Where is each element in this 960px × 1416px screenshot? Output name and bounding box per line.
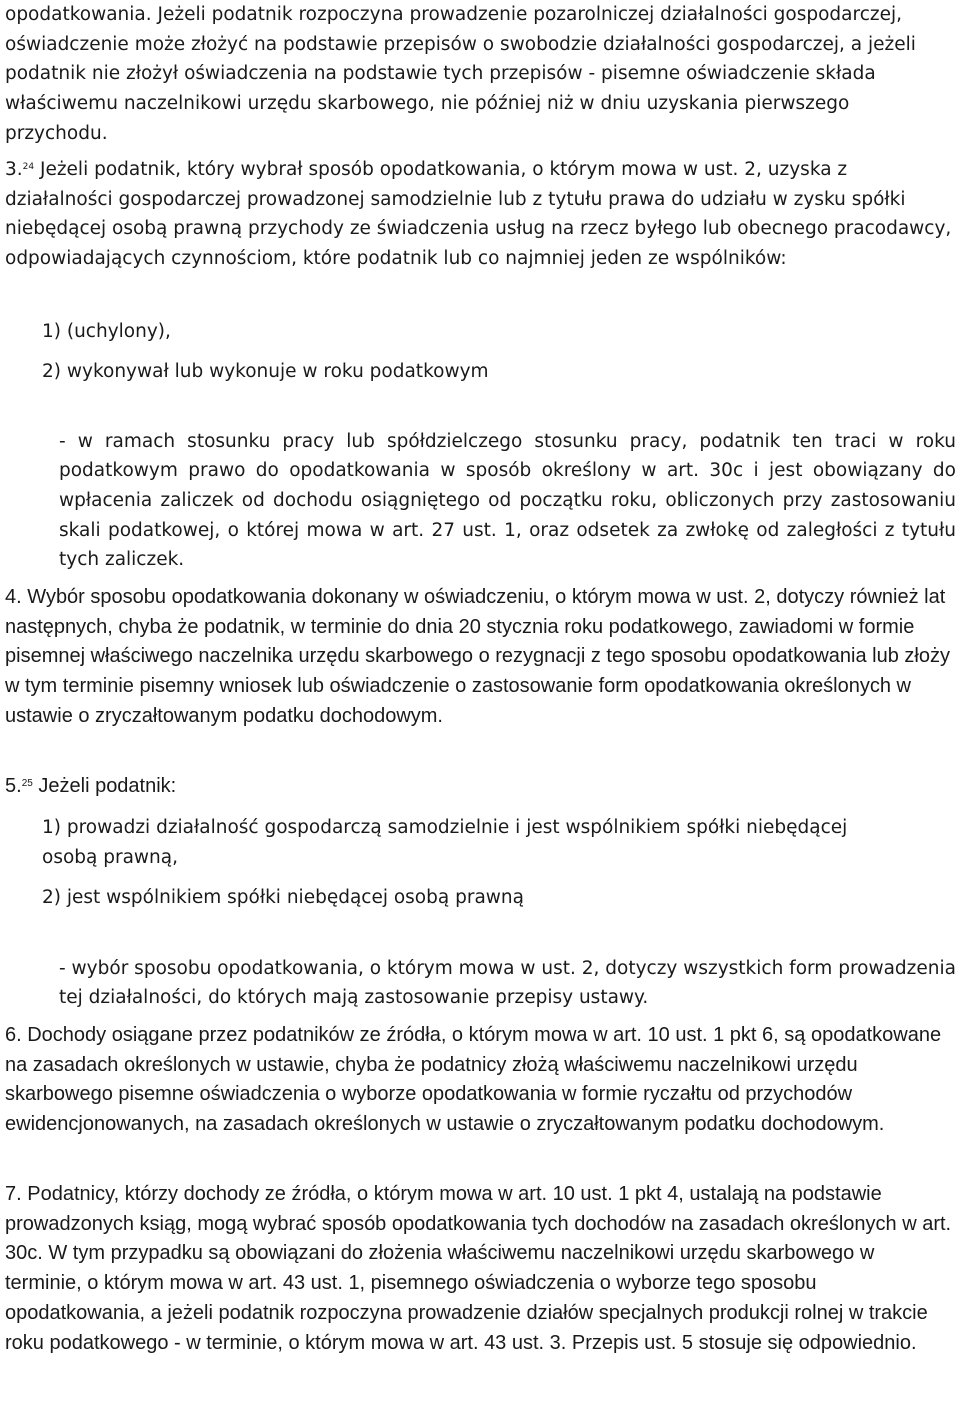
footnote-marker-24: 24: [22, 162, 35, 172]
section-5-number: 5.: [5, 775, 22, 797]
section-6: 6. Dochody osiągane przez podatników ze źródła, o którym mowa w art. 10 ust. 1 pkt 6, są opodatkowane na zasadach określonych w ustawie, chyba że podatnicy złożą właściwemu naczelnikowi urzędu skarbowego pisemne oświadczenia o wyborze opodatkowania w formie ryczałtu od przychodów ewidencjonowanych, na zasadach określonych w ustawie o zryczałtowanym podatku dochodowym.: [5, 1024, 942, 1136]
footnote-marker-25: 25: [21, 778, 33, 789]
section-3-tail: - w ramach stosunku pracy lub spółdzielczego stosunku pracy, podatnik ten traci w roku podatkowym prawo do opodatkowania w sposób określony w art. 30c i jest obowiązany do wpłacenia zaliczek od dochodu osiągniętego od początku roku, obliczonych przy zastosowaniu skali podatkowej, o której mowa w art. 27 ust. 1, oraz odsetek za zwłokę od zaległości z tytułu tych zaliczek.: [59, 430, 956, 571]
section-5-tail: - wybór sposobu opodatkowania, o którym mowa w ust. 2, dotyczy wszystkich form prowadzenia tej działalności, do których mają zastosowanie przepisy ustawy.: [59, 957, 956, 1009]
section-5-text: Jeżeli podatnik:: [38, 775, 177, 797]
paragraph-continuation: opodatkowania. Jeżeli podatnik rozpoczyna prowadzenie pozarolniczej działalności gospodarczej, oświadczenie może złożyć na podstawie przepisów o swobodzie działalności gospodarczej, a jeżeli podatnik nie złożył oświadczenia na podstawie tych przepisów - pisemne oświadczenie składa właściwemu naczelnikowi urzędu skarbowego, nie później niż w dniu uzyskania pierwszego przychodu.: [5, 4, 916, 144]
section-5-item-1: 1) prowadzi działalność gospodarczą samodzielnie i jest wspólnikiem spółki niebędącej osobą prawną,: [42, 817, 848, 868]
section-4: 4. Wybór sposobu opodatkowania dokonany w oświadczeniu, o którym mowa w ust. 2, dotyczy również lat następnych, chyba że podatnik, w terminie do dnia 20 stycznia roku podatkowego, zawiadomi w formie pisemnej właściwego naczelnika urzędu skarbowego o rezygnacji z tego sposobu opodatkowania lub złoży w tym terminie pisemny wniosek lub oświadczenie o zastosowanie form opodatkowania określonych w ustawie o zryczałtowanym podatku dochodowym.: [5, 586, 950, 727]
section-3-text: Jeżeli podatnik, który wybrał sposób opodatkowania, o którym mowa w ust. 2, uzyska z działalności gospodarczej prowadzonej samodzielnie lub z tytułu prawa do udziału w zysku spółki niebędącej osobą prawną przychody ze świadczenia usług na rzecz byłego lub obecnego pracodawcy, odpowiadających czynnościom, które podatnik lub co najmniej jeden ze wspólników:: [5, 159, 952, 270]
section-3-item-2: 2) wykonywał lub wykonuje w roku podatkowym: [42, 361, 489, 382]
section-7: 7. Podatnicy, którzy dochody ze źródła, o którym mowa w art. 10 ust. 1 pkt 4, ustalają na podstawie prowadzonych ksiąg, mogą wybrać sposób opodatkowania tych dochodów na zasadach określonych w art. 30c. W tym przypadku są obowiązani do złożenia właściwemu naczelnikowi urzędu skarbowego w terminie, o którym mowa w art. 43 ust. 1, pisemnego oświadczenia o wyborze tego sposobu opodatkowania, a jeżeli podatnik rozpoczyna prowadzenie działów specjalnych produkcji rolnej w trakcie roku podatkowego - w terminie, o którym mowa w art. 43 ust. 3. Przepis ust. 5 stosuje się odpowiednio.: [5, 1183, 952, 1354]
section-3-lead: [5, 155, 955, 274]
section-5-item-2: 2) jest wspólnikiem spółki niebędącej osobą prawną: [42, 887, 524, 908]
section-5-lead: [5, 772, 955, 802]
section-3-item-1: 1) (uchylony),: [42, 321, 171, 342]
section-3-number: 3.: [5, 159, 23, 180]
